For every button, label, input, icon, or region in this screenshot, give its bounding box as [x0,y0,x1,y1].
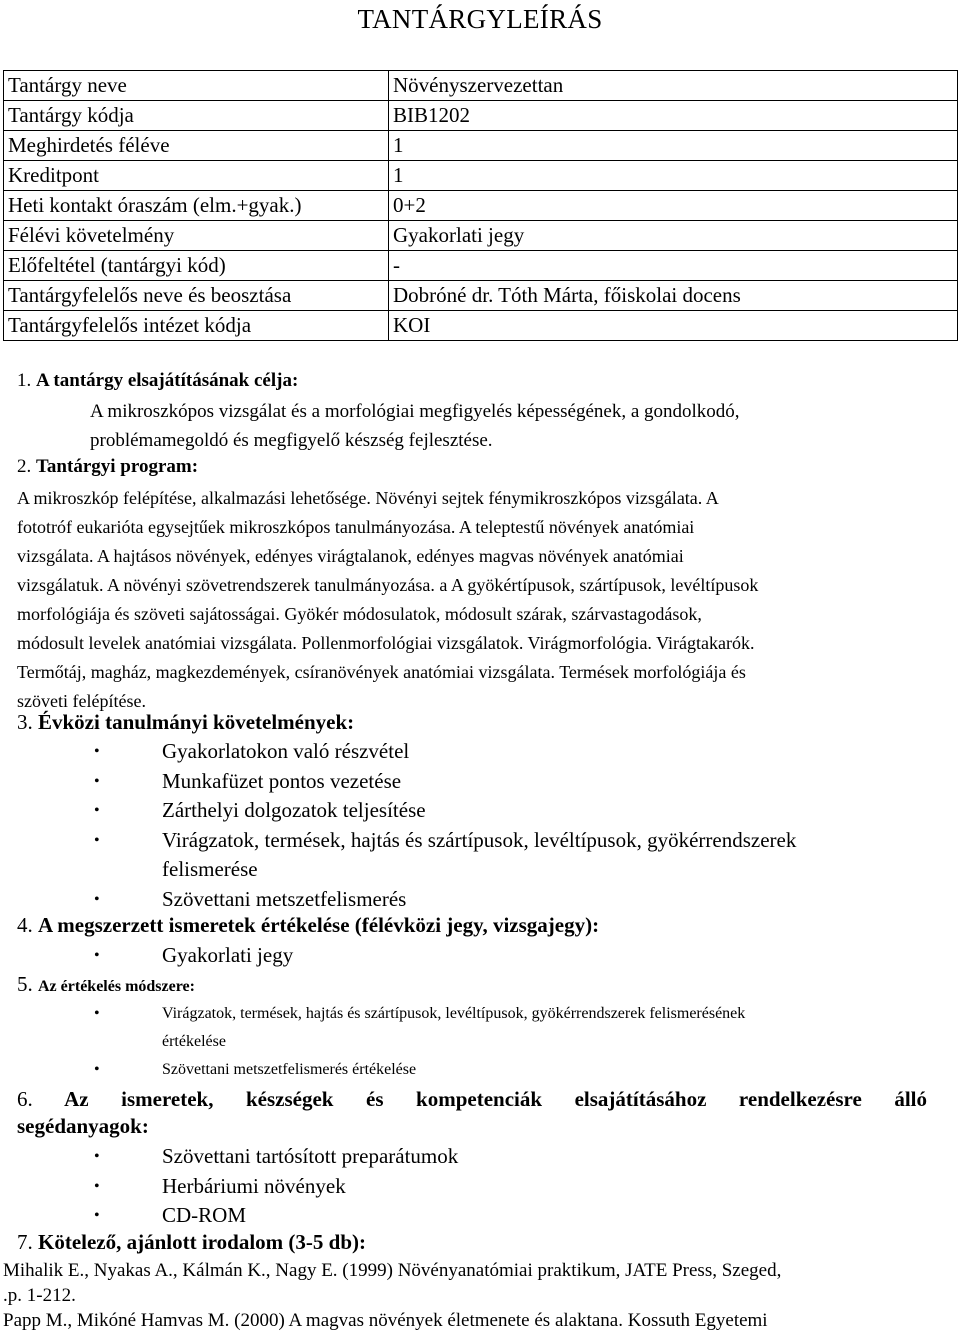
section-title: A megszerzett ismeretek értékelése (félévközi jegy, vizsgajegy): [38,913,600,937]
program-line: szöveti felépítése. [17,691,146,711]
method-list [94,1000,952,1084]
resources-list [94,1142,952,1231]
course-info-table [3,70,958,341]
section-title: Évközi tanulmányi követelmények: [38,710,355,734]
program-line: módosult levelek anatómiai vizsgálata. Pollenmorfológiai vizsgálatok. Virágmorfológia. Virágtakarók. [17,633,755,653]
evaluation-list [94,941,952,971]
list-item: • Zárthelyi dolgozatok teljesítése [162,796,952,826]
info-key: Kreditpont [4,161,389,191]
info-value: 0+2 [389,191,958,221]
section-2-heading [17,456,198,478]
table-row [4,131,958,161]
bullet-icon: • [94,1005,100,1022]
table-row [4,221,958,251]
table-row [4,161,958,191]
list-item: • Munkafüzet pontos vezetése [162,767,952,797]
bullet-icon: • [94,1148,100,1165]
program-line: fototróf eukarióta egysejtűek mikroszkópos tanulmányozása. A teleptestű növények anatómiai [17,517,695,537]
section-number: 5. [17,972,33,996]
program-line: vizsgálata. A hajtásos növények, edényes virágtalanok, edényes magvas növények anatómiai [17,546,684,566]
section-5-heading [17,972,195,997]
program-line: morfológiája és szöveti sajátosságai. Gyökér módosulatok, módosult szárak, szárvastagodások, [17,604,702,624]
section-6-heading [17,1087,927,1112]
bullet-icon: • [94,1061,100,1078]
info-value: - [389,251,958,281]
section-title: Kötelező, ajánlott irodalom (3-5 db): [38,1230,366,1254]
table-row [4,281,958,311]
table-row [4,251,958,281]
list-item: • Herbáriumi növények [162,1172,952,1202]
bullet-icon: • [94,802,100,819]
list-item: • Virágzatok, termések, hajtás és szártípusok, levéltípusok, gyökérrendszerek felismerésének [162,1000,952,1028]
list-item-continuation: felismerése [162,857,258,881]
section-7-heading [17,1230,366,1255]
info-key: Előfeltétel (tantárgyi kód) [4,251,389,281]
literature-line: Papp M., Mikóné Hamvas M. (2000) A magvas növények életmenete és alaktana. Kossuth Egyetemi [3,1310,768,1331]
info-key: Tantárgy kódja [4,101,389,131]
section-1-heading [17,370,298,392]
section-title: Az értékelés módszere: [38,978,195,995]
bullet-icon: • [94,947,100,964]
info-value: BIB1202 [389,101,958,131]
literature-list [3,1258,958,1333]
list-item: • Virágzatok, termések, hajtás és szártípusok, levéltípusok, gyökérrendszerek [162,826,952,856]
page-title: TANTÁRGYLEÍRÁS [357,4,603,34]
info-key: Meghirdetés féléve [4,131,389,161]
program-text [17,484,957,716]
list-item: • Gyakorlatokon való részvétel [162,737,952,767]
section-3-heading [17,710,354,735]
section-4-heading [17,913,599,938]
list-item: • Szövettani metszetfelismerés [162,885,952,915]
info-key: Heti kontakt óraszám (elm.+gyak.) [4,191,389,221]
section-number: 4. [17,913,33,937]
program-line: Termőtáj, magház, magkezdemények, csíranövények anatómiai vizsgálata. Termések morfológiája és [17,662,746,682]
info-key: Tantárgy neve [4,71,389,101]
bullet-icon: • [94,831,100,849]
bullet-icon: • [94,772,100,790]
section-number: 3. [17,710,33,734]
list-item: • CD-ROM [162,1201,952,1231]
section-title: A tantárgy elsajátításának célja: [36,370,299,391]
info-value: Gyakorlati jegy [389,221,958,251]
program-line: vizsgálatuk. A növényi szövetrendszerek tanulmányozása. a A gyökértípusok, szártípusok, levéltípusok [17,575,759,595]
list-item-continuation: értékelése [162,1033,226,1050]
info-value: 1 [389,131,958,161]
bullet-icon: • [94,743,100,760]
literature-line: Mihalik E., Nyakas A., Kálmán K., Nagy E. (1999) Növényanatómiai praktikum, JATE Press, Szeged, [3,1260,782,1281]
program-line: A mikroszkóp felépítése, alkalmazási lehetősége. Növényi sejtek fénymikroszkópos vizsgálata. A [17,488,719,508]
bullet-icon: • [94,1207,100,1224]
section-number: 1. [17,370,32,391]
table-row [4,101,958,131]
info-key: Tantárgyfelelős neve és beosztása [4,281,389,311]
info-value: 1 [389,161,958,191]
section-title: Az ismeretek, készségek és kompetenciák elsajátításához rendelkezésre álló [64,1087,927,1111]
section-number: 7. [17,1230,33,1254]
bullet-icon: • [94,1177,100,1195]
list-item: • Gyakorlati jegy [162,941,952,971]
list-item: • Szövettani tartósított preparátumok [162,1142,952,1172]
section-6-heading-cont: segédanyagok: [17,1114,149,1138]
list-item: • Szövettani metszetfelismerés értékelése [162,1056,952,1084]
section-number: 2. [17,456,32,477]
section-number: 6. [17,1087,33,1111]
section-title: Tantárgyi program: [36,456,199,477]
requirements-list [94,737,952,914]
info-key: Tantárgyfelelős intézet kódja [4,311,389,341]
info-value: Dobróné dr. Tóth Márta, főiskolai docens [389,281,958,311]
table-row [4,71,958,101]
goal-text [90,397,960,455]
info-value: KOI [389,311,958,341]
goal-line: problémamegoldó és megfigyelő készség fejlesztése. [90,430,493,451]
table-row [4,191,958,221]
goal-line: A mikroszkópos vizsgálat és a morfológiai megfigyelés képességének, a gondolkodó, [90,401,740,422]
bullet-icon: • [94,890,100,908]
literature-line: .p. 1-212. [3,1285,76,1306]
table-row [4,311,958,341]
info-value: Növényszervezettan [389,71,958,101]
info-key: Félévi követelmény [4,221,389,251]
